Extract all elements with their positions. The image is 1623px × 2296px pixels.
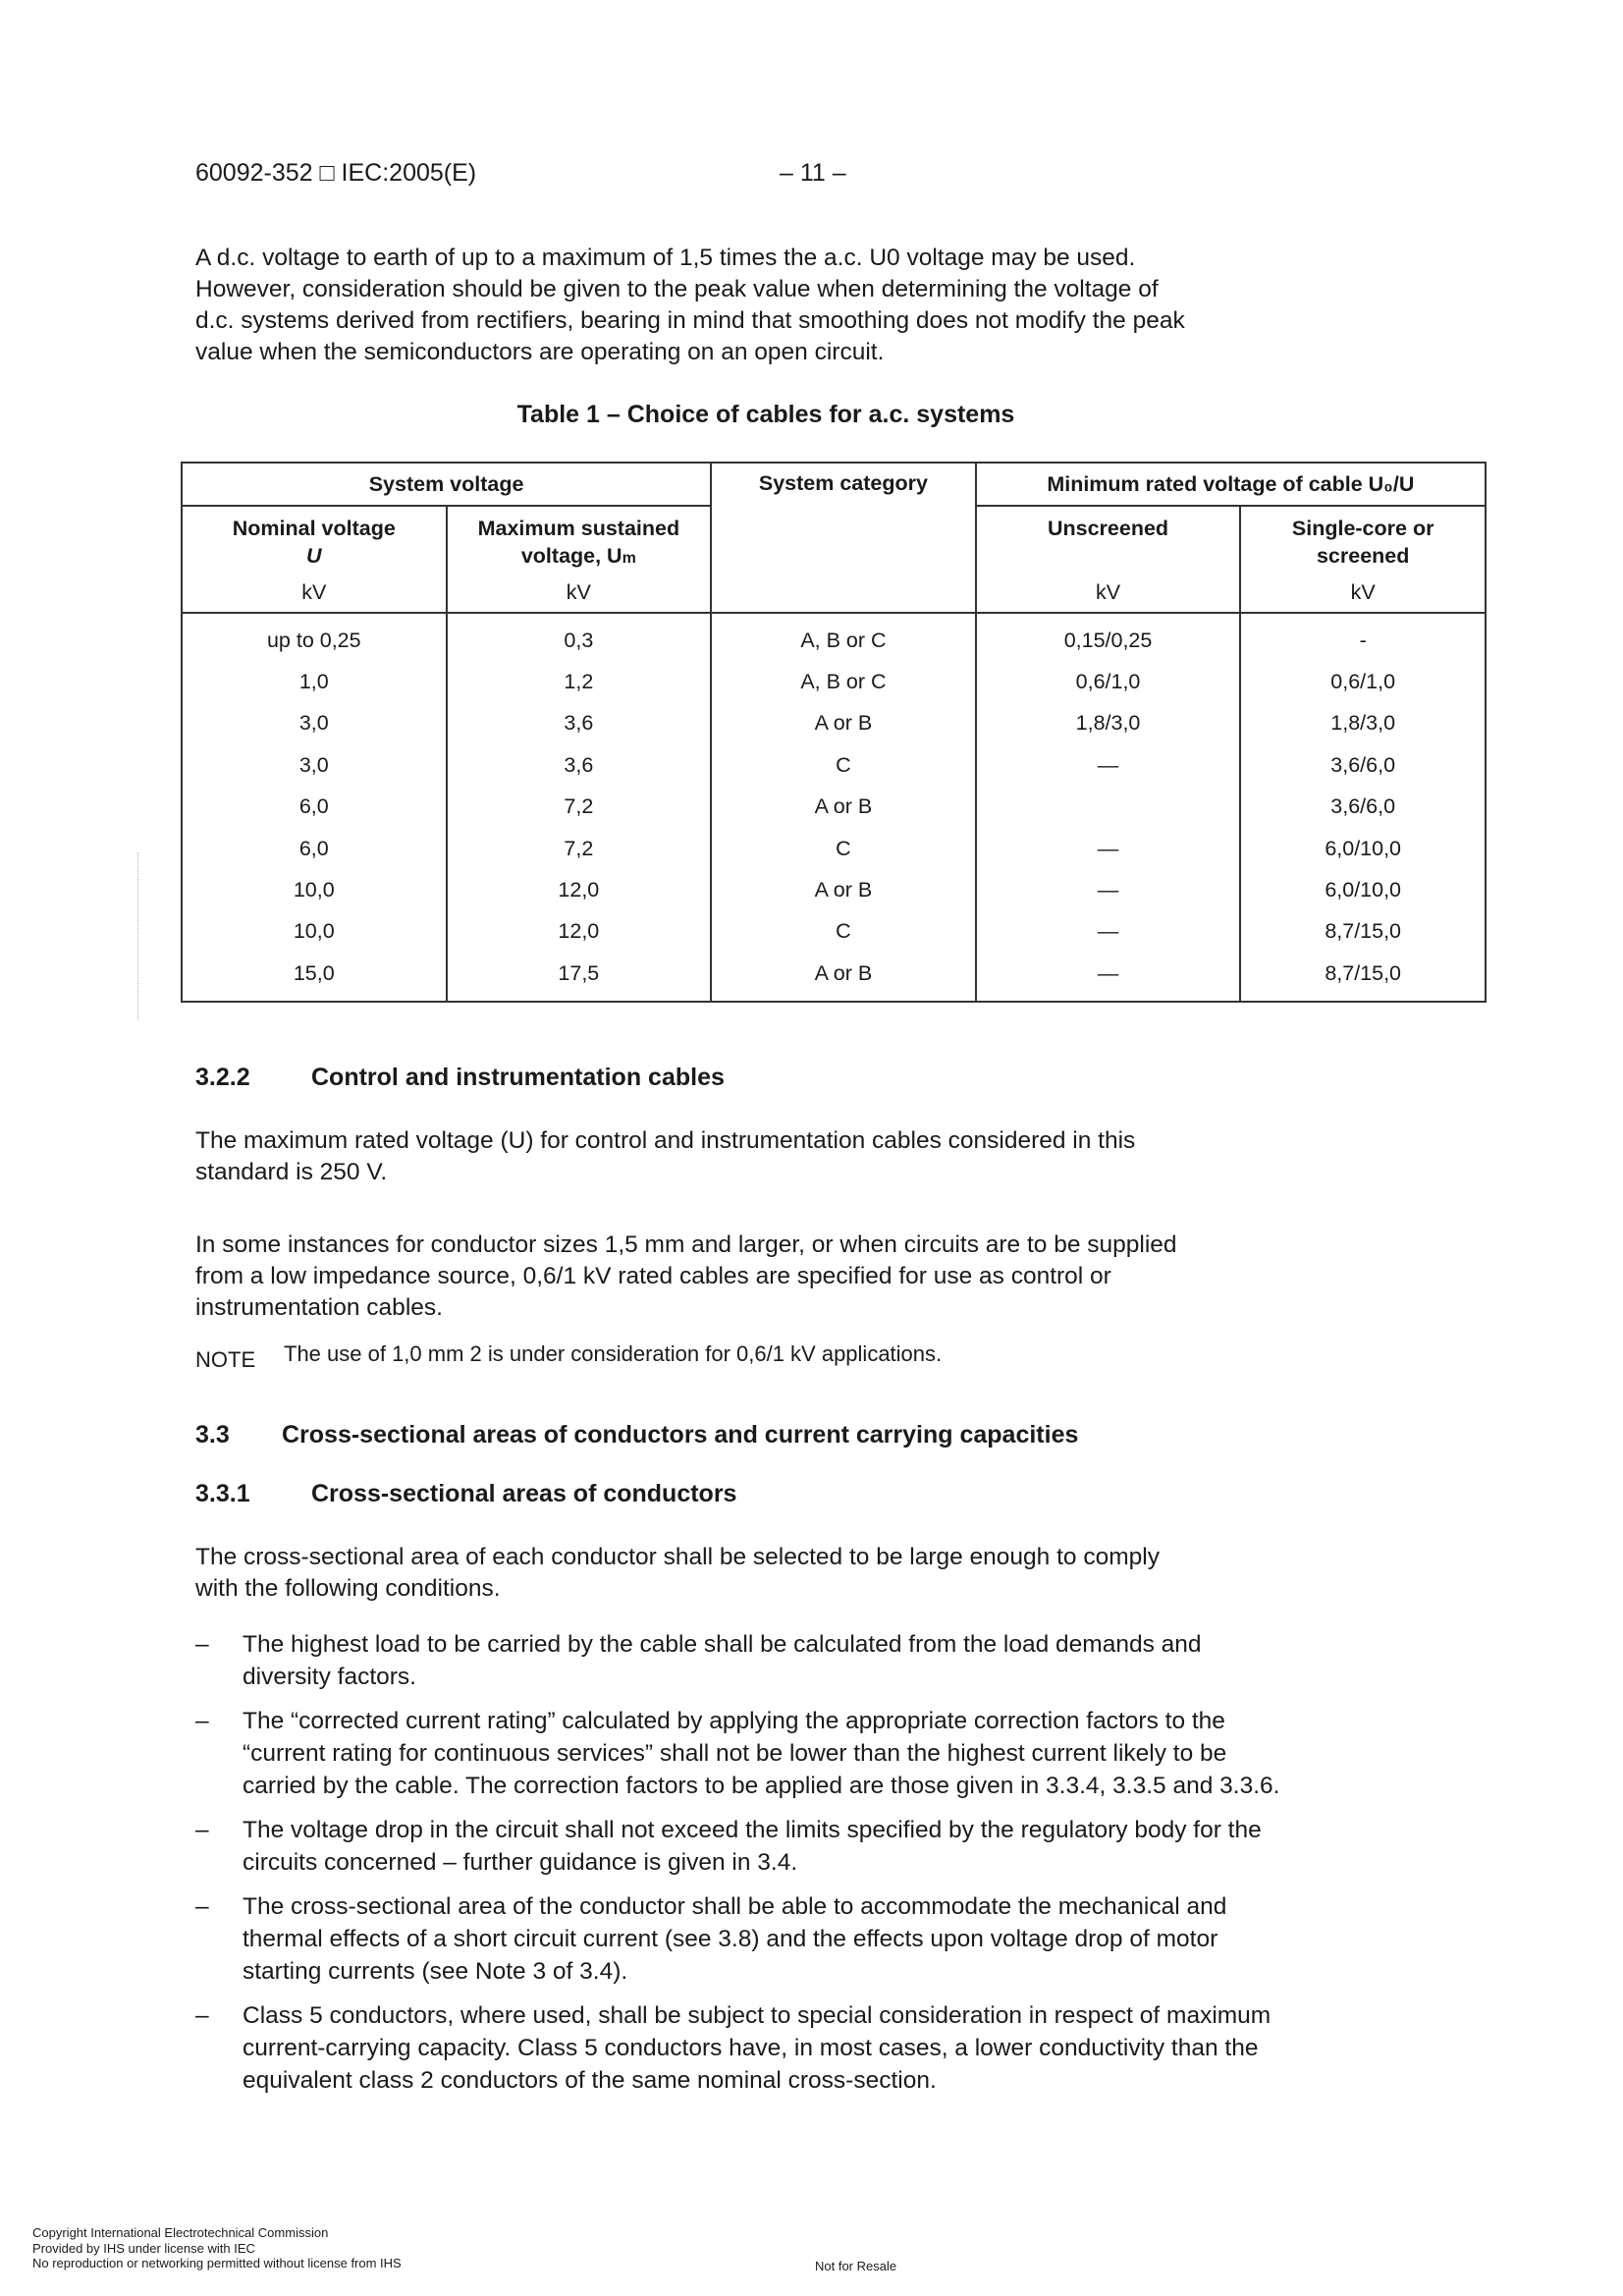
header-max-sustained-subscript: m xyxy=(622,550,636,567)
header-single-core-line1: Single-core or xyxy=(1291,517,1434,540)
list-item xyxy=(195,1628,1295,1693)
footer-line: Copyright International Electrotechnical Commission xyxy=(32,2225,329,2240)
table-cell: 10,0 xyxy=(182,911,447,953)
table-cell: 7,2 xyxy=(447,787,712,828)
table-cell: 1,8/3,0 xyxy=(976,703,1241,744)
intro-paragraph xyxy=(195,243,1295,368)
header-nominal-voltage-line1: Nominal voltage xyxy=(232,517,396,540)
table-row xyxy=(182,869,1486,910)
scan-marks xyxy=(137,852,142,1019)
intro-line: However, consideration should be given to the peak value when determining the voltage of xyxy=(195,276,1159,302)
table-cell: A or B xyxy=(711,703,976,744)
table-cell: — xyxy=(976,828,1241,869)
table-cell: 6,0 xyxy=(182,828,447,869)
table-row xyxy=(182,911,1486,953)
dash-bullet-icon: – xyxy=(195,1631,209,1658)
paragraph-line: standard is 250 V. xyxy=(195,1159,388,1185)
table-row xyxy=(182,744,1486,786)
dash-bullet-icon: – xyxy=(195,1708,209,1734)
header-system-category: System category xyxy=(711,463,976,613)
section-title: Cross-sectional areas of conductors and current carrying capacities xyxy=(282,1421,1079,1449)
cables-table xyxy=(181,462,1487,1003)
table-cell: — xyxy=(976,953,1241,1001)
table-cell: 3,6 xyxy=(447,703,712,744)
list-item xyxy=(195,1890,1295,1988)
section-322-paragraph-1 xyxy=(195,1125,1295,1188)
table-cell: — xyxy=(976,911,1241,953)
paragraph-line: The cross-sectional area of each conductor shall be selected to be large enough to comply xyxy=(195,1544,1160,1570)
section-331-paragraph xyxy=(195,1542,1295,1605)
table-cell: 10,0 xyxy=(182,869,447,910)
table-cell: A or B xyxy=(711,869,976,910)
footer-line: No reproduction or networking permitted without license from IHS xyxy=(32,2256,402,2270)
section-number: 3.3.1 xyxy=(195,1480,250,1507)
table-cell: — xyxy=(976,869,1241,910)
header-max-sustained-line1: Maximum sustained xyxy=(477,517,680,540)
header-max-sustained-voltage xyxy=(447,506,712,573)
note-text: The use of 1,0 mm 2 is under consideration for 0,6/1 kV applications. xyxy=(284,1341,943,1366)
header-min-rated-voltage: Minimum rated voltage of cable U₀/U xyxy=(976,463,1486,506)
table-cell: 15,0 xyxy=(182,953,447,1001)
table-cell: 3,6/6,0 xyxy=(1240,787,1486,828)
table-cell: C xyxy=(711,828,976,869)
paragraph-line: instrumentation cables. xyxy=(195,1294,443,1321)
table-cell: 8,7/15,0 xyxy=(1240,953,1486,1001)
table-cell: 17,5 xyxy=(447,953,712,1001)
paragraph-line: In some instances for conductor sizes 1,5 mm and larger, or when circuits are to be supplied xyxy=(195,1231,1177,1258)
table-cell: 3,6/6,0 xyxy=(1240,744,1486,786)
table-cell: 12,0 xyxy=(447,911,712,953)
table-cell xyxy=(976,787,1241,828)
table-row xyxy=(182,661,1486,702)
list-item-text: Class 5 conductors, where used, shall be subject to special consideration in respect of maximum current-carrying capacity. Class 5 conductors have, in most cases, a lower conductivity than the equivalent class 2 conductors of the same nominal cross-section. xyxy=(243,2002,1271,2094)
table-cell: 0,15/0,25 xyxy=(976,613,1241,661)
header-nominal-voltage xyxy=(182,506,447,573)
intro-line: d.c. systems derived from rectifiers, bearing in mind that smoothing does not modify the peak xyxy=(195,307,1185,334)
table-cell: C xyxy=(711,911,976,953)
footer-line: Provided by IHS under license with IEC xyxy=(32,2240,255,2256)
header-nominal-voltage-line2: U xyxy=(306,544,322,568)
table-caption: Table 1 – Choice of cables for a.c. systems xyxy=(516,401,1015,428)
table-cell: A or B xyxy=(711,953,976,1001)
header-single-core-screened xyxy=(1240,506,1486,573)
list-item xyxy=(195,1999,1295,2097)
table-cell: - xyxy=(1240,613,1486,661)
note-label: NOTE xyxy=(195,1347,256,1372)
table-cell: 0,3 xyxy=(447,613,712,661)
conditions-list xyxy=(195,1628,1295,2108)
table-body xyxy=(182,613,1486,1002)
section-number: 3.2.2 xyxy=(195,1064,250,1091)
header-system-voltage: System voltage xyxy=(182,463,711,506)
table-cell: 7,2 xyxy=(447,828,712,869)
table-cell: C xyxy=(711,744,976,786)
dash-bullet-icon: – xyxy=(195,2002,209,2029)
table-cell: 1,2 xyxy=(447,661,712,702)
table-cell: 6,0 xyxy=(182,787,447,828)
table-cell: up to 0,25 xyxy=(182,613,447,661)
header-unscreened-label: Unscreened xyxy=(1047,517,1169,540)
table-cell: 8,7/15,0 xyxy=(1240,911,1486,953)
dash-bullet-icon: – xyxy=(195,1893,209,1920)
header-single-core-line2: screened xyxy=(1316,544,1410,568)
paragraph-line: The maximum rated voltage (U) for control and instrumentation cables considered in this xyxy=(195,1127,1136,1154)
list-item-text: The voltage drop in the circuit shall not exceed the limits specified by the regulatory body for the circuits concerned – further guidance is given in 3.4. xyxy=(243,1817,1262,1876)
table-cell: A, B or C xyxy=(711,613,976,661)
table-cell: 0,6/1,0 xyxy=(976,661,1241,702)
page-number: – 11 – xyxy=(780,159,846,187)
table-row xyxy=(182,787,1486,828)
list-item xyxy=(195,1705,1295,1802)
section-number: 3.3 xyxy=(195,1421,230,1449)
unit-cell: kV xyxy=(182,573,447,613)
section-title: Cross-sectional areas of conductors xyxy=(311,1480,737,1507)
unit-cell: kV xyxy=(447,573,712,613)
list-item xyxy=(195,1814,1295,1879)
paragraph-line: with the following conditions. xyxy=(195,1575,501,1602)
paragraph-line: from a low impedance source, 0,6/1 kV rated cables are specified for use as control or xyxy=(195,1263,1111,1289)
table-row xyxy=(182,703,1486,744)
section-322-paragraph-2 xyxy=(195,1230,1295,1324)
list-item-text: The “corrected current rating” calculated by applying the appropriate correction factors to the “current rating for continuous services” shall not be lower than the highest current likely to be carried by the cable. The correction factors to be applied are those given in 3.3.4, 3.3.5 and 3.3.6. xyxy=(243,1708,1280,1799)
table-cell: 1,0 xyxy=(182,661,447,702)
table-group-header-row xyxy=(182,463,1486,506)
table-cell: — xyxy=(976,744,1241,786)
table-cell: 3,0 xyxy=(182,703,447,744)
intro-line: value when the semiconductors are operating on an open circuit. xyxy=(195,339,885,365)
table-cell: 3,0 xyxy=(182,744,447,786)
section-title: Control and instrumentation cables xyxy=(311,1064,725,1091)
table-cell: A, B or C xyxy=(711,661,976,702)
table-cell: 1,8/3,0 xyxy=(1240,703,1486,744)
table-cell: 3,6 xyxy=(447,744,712,786)
copyright-footer xyxy=(32,2225,402,2271)
table-cell: 6,0/10,0 xyxy=(1240,828,1486,869)
table-row xyxy=(182,613,1486,661)
header-max-sustained-line2: voltage, U xyxy=(520,544,622,568)
table-row xyxy=(182,953,1486,1001)
table-cell: 12,0 xyxy=(447,869,712,910)
unit-cell: kV xyxy=(1240,573,1486,613)
not-for-resale: Not for Resale xyxy=(815,2259,897,2273)
intro-line: A d.c. voltage to earth of up to a maximum of 1,5 times the a.c. U0 voltage may be used. xyxy=(195,245,1136,271)
unit-cell: kV xyxy=(976,573,1241,613)
table-cell: 6,0/10,0 xyxy=(1240,869,1486,910)
table-row xyxy=(182,828,1486,869)
document-id: 60092-352 □ IEC:2005(E) xyxy=(195,159,477,187)
list-item-text: The highest load to be carried by the cable shall be calculated from the load demands and diversity factors. xyxy=(243,1631,1202,1690)
dash-bullet-icon: – xyxy=(195,1817,209,1843)
list-item-text: The cross-sectional area of the conductor shall be able to accommodate the mechanical and thermal effects of a short circuit current (see 3.8) and the effects upon voltage drop of motor starting currents (see Note 3 of 3.4). xyxy=(243,1893,1227,1985)
table-cell: 0,6/1,0 xyxy=(1240,661,1486,702)
header-unscreened xyxy=(976,506,1241,573)
table-cell: A or B xyxy=(711,787,976,828)
